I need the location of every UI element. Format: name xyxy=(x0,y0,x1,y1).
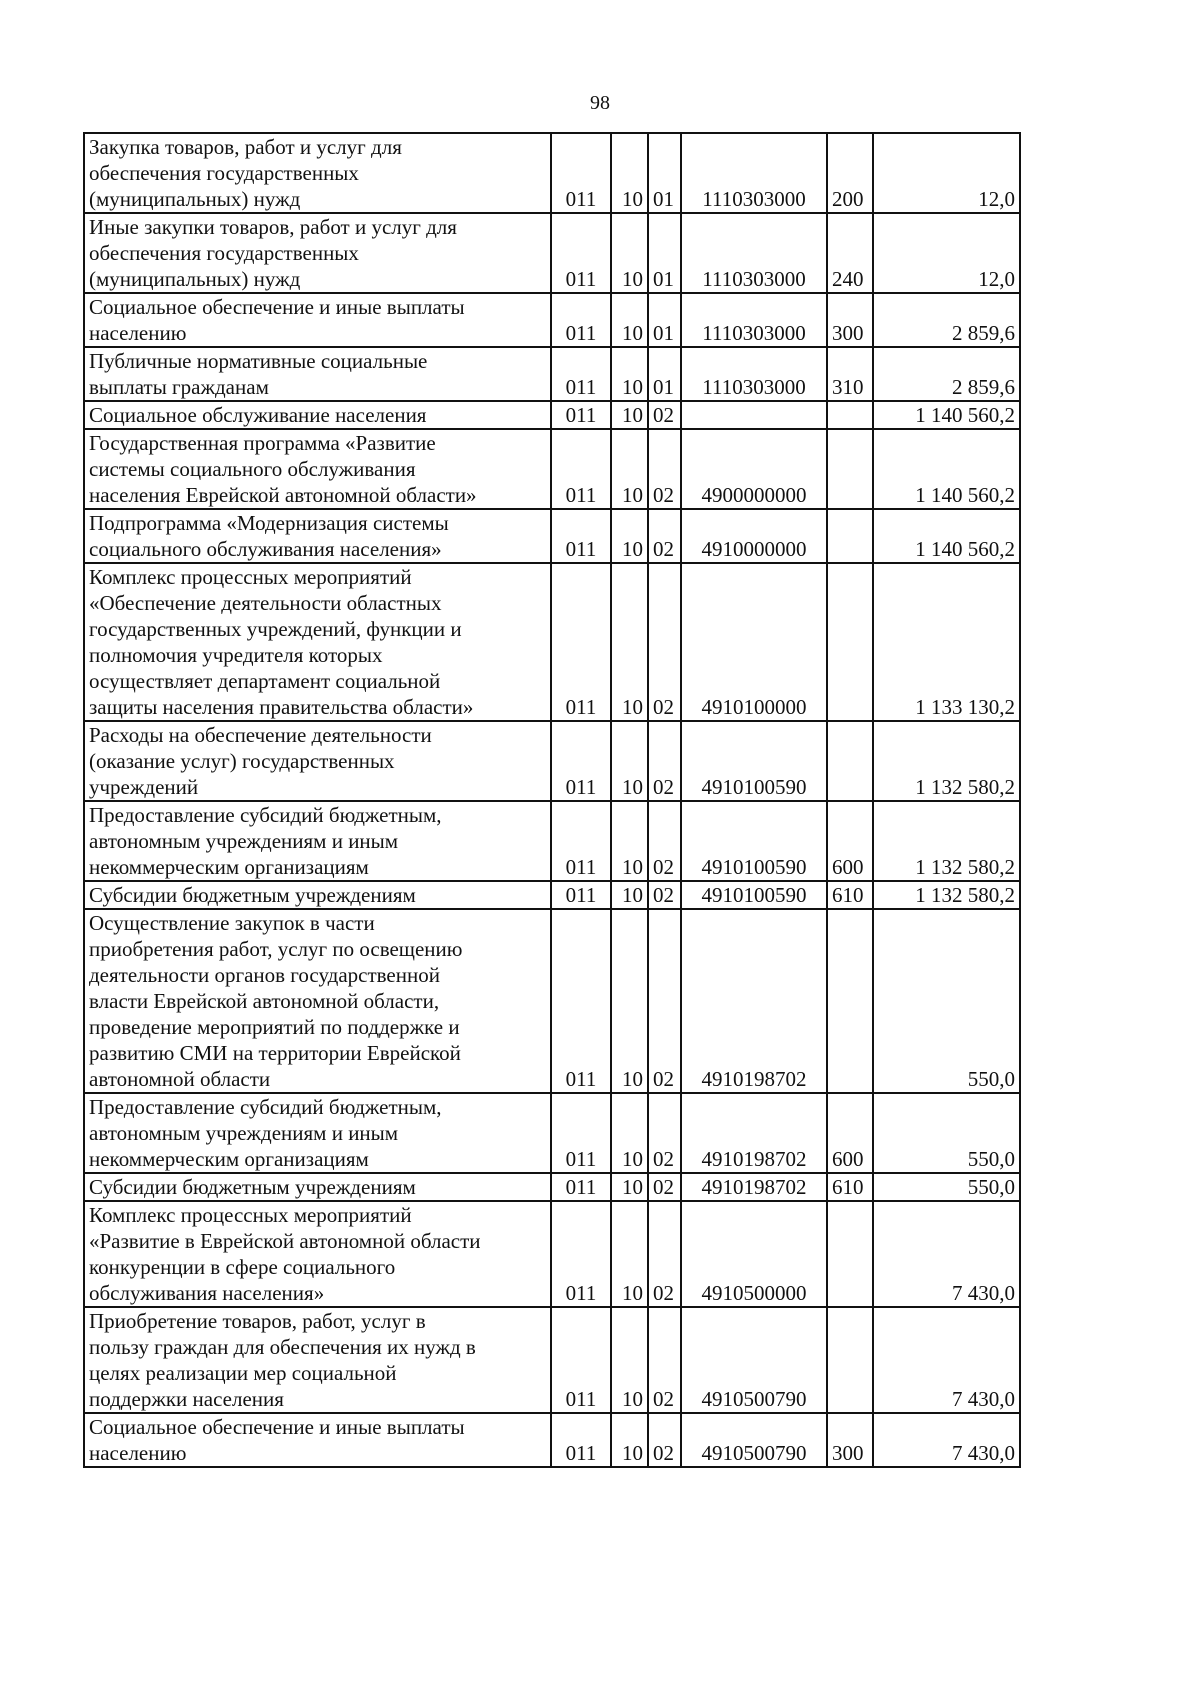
amount-cell: 1 140 560,2 xyxy=(873,429,1020,509)
item-name-cell xyxy=(84,429,551,509)
table-row xyxy=(84,1201,1020,1307)
amount-cell: 7 430,0 xyxy=(873,1201,1020,1307)
item-name-cell xyxy=(84,881,551,909)
target-article-cell xyxy=(681,401,827,429)
item-name-line: Социальное обеспечение и иные выплаты xyxy=(89,295,465,319)
table-row xyxy=(84,721,1020,801)
item-name-line: целях реализации мер социальной xyxy=(89,1361,397,1385)
ministry-code-cell: 011 xyxy=(551,1307,611,1413)
target-article-cell: 1110303000 xyxy=(681,347,827,401)
ministry-code-cell: 011 xyxy=(551,563,611,721)
expense-type-cell xyxy=(827,563,873,721)
expense-type-cell: 240 xyxy=(827,213,873,293)
target-article-cell: 4910198702 xyxy=(681,1093,827,1173)
subsection-code-cell: 02 xyxy=(648,1173,681,1201)
target-article-cell: 4910100590 xyxy=(681,721,827,801)
item-name-line: Осуществление закупок в части xyxy=(89,911,375,935)
expense-type-cell: 600 xyxy=(827,801,873,881)
expense-type-cell xyxy=(827,509,873,563)
section-code-cell: 10 xyxy=(611,401,648,429)
section-code-cell: 10 xyxy=(611,801,648,881)
item-name-line: защиты населения правительства области» xyxy=(89,695,474,719)
target-article-cell: 4910198702 xyxy=(681,1173,827,1201)
item-name-cell xyxy=(84,1093,551,1173)
item-name-line: Подпрограмма «Модернизация системы xyxy=(89,511,449,535)
table-row xyxy=(84,1093,1020,1173)
expense-type-cell xyxy=(827,429,873,509)
item-name-line: некоммерческим организациям xyxy=(89,855,369,879)
item-name-line: Государственная программа «Развитие xyxy=(89,431,436,455)
target-article-cell: 4910198702 xyxy=(681,909,827,1093)
budget-table-body xyxy=(84,133,1020,1467)
subsection-code-cell: 02 xyxy=(648,1093,681,1173)
section-code-cell: 10 xyxy=(611,563,648,721)
item-name-line: «Развитие в Еврейской автономной области xyxy=(89,1229,481,1253)
section-code-cell: 10 xyxy=(611,133,648,213)
target-article-cell: 1110303000 xyxy=(681,213,827,293)
item-name-line: конкуренции в сфере социального xyxy=(89,1255,396,1279)
expense-type-cell xyxy=(827,1307,873,1413)
amount-cell: 1 140 560,2 xyxy=(873,401,1020,429)
ministry-code-cell: 011 xyxy=(551,509,611,563)
amount-cell: 550,0 xyxy=(873,909,1020,1093)
table-row xyxy=(84,347,1020,401)
item-name-line: Иные закупки товаров, работ и услуг для xyxy=(89,215,457,239)
item-name-line: обеспечения государственных xyxy=(89,241,359,265)
item-name-line: Предоставление субсидий бюджетным, xyxy=(89,1095,442,1119)
item-name-cell xyxy=(84,1413,551,1467)
item-name-line: обеспечения государственных xyxy=(89,161,359,185)
item-name-line: населению xyxy=(89,1441,187,1465)
amount-cell: 7 430,0 xyxy=(873,1413,1020,1467)
section-code-cell: 10 xyxy=(611,1173,648,1201)
table-row xyxy=(84,133,1020,213)
amount-cell: 2 859,6 xyxy=(873,293,1020,347)
amount-cell: 1 133 130,2 xyxy=(873,563,1020,721)
item-name-line: государственных учреждений, функции и xyxy=(89,617,462,641)
table-row xyxy=(84,563,1020,721)
subsection-code-cell: 02 xyxy=(648,1307,681,1413)
expense-type-cell xyxy=(827,1201,873,1307)
item-name-line: Комплекс процессных мероприятий xyxy=(89,565,412,589)
item-name-line: приобретения работ, услуг по освещению xyxy=(89,937,463,961)
amount-cell: 12,0 xyxy=(873,133,1020,213)
amount-cell: 1 132 580,2 xyxy=(873,881,1020,909)
item-name-cell xyxy=(84,721,551,801)
item-name-cell xyxy=(84,293,551,347)
amount-cell: 1 132 580,2 xyxy=(873,801,1020,881)
item-name-cell xyxy=(84,133,551,213)
subsection-code-cell: 02 xyxy=(648,909,681,1093)
amount-cell: 550,0 xyxy=(873,1173,1020,1201)
item-name-line: социального обслуживания населения» xyxy=(89,537,442,561)
item-name-line: (муниципальных) нужд xyxy=(89,187,301,211)
table-row xyxy=(84,293,1020,347)
expense-type-cell xyxy=(827,909,873,1093)
target-article-cell: 4910100000 xyxy=(681,563,827,721)
item-name-line: автономным учреждениям и иным xyxy=(89,829,399,853)
item-name-line: власти Еврейской автономной области, xyxy=(89,989,440,1013)
item-name-cell xyxy=(84,1307,551,1413)
ministry-code-cell: 011 xyxy=(551,881,611,909)
amount-cell: 2 859,6 xyxy=(873,347,1020,401)
section-code-cell: 10 xyxy=(611,721,648,801)
item-name-line: поддержки населения xyxy=(89,1387,284,1411)
target-article-cell: 1110303000 xyxy=(681,293,827,347)
budget-table xyxy=(83,132,1021,1468)
ministry-code-cell: 011 xyxy=(551,401,611,429)
item-name-line: осуществляет департамент социальной xyxy=(89,669,441,693)
table-row xyxy=(84,881,1020,909)
expense-type-cell: 300 xyxy=(827,1413,873,1467)
ministry-code-cell: 011 xyxy=(551,133,611,213)
target-article-cell: 1110303000 xyxy=(681,133,827,213)
item-name-line: Расходы на обеспечение деятельности xyxy=(89,723,432,747)
expense-type-cell: 610 xyxy=(827,881,873,909)
item-name-line: автономным учреждениям и иным xyxy=(89,1121,399,1145)
amount-cell: 1 140 560,2 xyxy=(873,509,1020,563)
item-name-line: населения Еврейской автономной области» xyxy=(89,483,477,507)
subsection-code-cell: 02 xyxy=(648,429,681,509)
item-name-cell xyxy=(84,509,551,563)
subsection-code-cell: 02 xyxy=(648,563,681,721)
section-code-cell: 10 xyxy=(611,347,648,401)
ministry-code-cell: 011 xyxy=(551,909,611,1093)
item-name-line: Субсидии бюджетным учреждениям xyxy=(89,1175,416,1199)
item-name-cell xyxy=(84,213,551,293)
item-name-line: населению xyxy=(89,321,187,345)
table-row xyxy=(84,801,1020,881)
item-name-line: (муниципальных) нужд xyxy=(89,267,301,291)
ministry-code-cell: 011 xyxy=(551,213,611,293)
table-row xyxy=(84,429,1020,509)
ministry-code-cell: 011 xyxy=(551,1173,611,1201)
section-code-cell: 10 xyxy=(611,429,648,509)
item-name-cell xyxy=(84,1201,551,1307)
item-name-line: Комплекс процессных мероприятий xyxy=(89,1203,412,1227)
item-name-line: Социальное обслуживание населения xyxy=(89,403,427,427)
expense-type-cell: 300 xyxy=(827,293,873,347)
item-name-line: выплаты гражданам xyxy=(89,375,269,399)
item-name-line: автономной области xyxy=(89,1067,271,1091)
expense-type-cell: 610 xyxy=(827,1173,873,1201)
table-row xyxy=(84,1307,1020,1413)
item-name-line: (оказание услуг) государственных xyxy=(89,749,395,773)
table-row xyxy=(84,909,1020,1093)
item-name-line: Публичные нормативные социальные xyxy=(89,349,428,373)
page-number: 98 xyxy=(590,92,610,114)
ministry-code-cell: 011 xyxy=(551,1413,611,1467)
section-code-cell: 10 xyxy=(611,293,648,347)
item-name-line: «Обеспечение деятельности областных xyxy=(89,591,442,615)
item-name-cell xyxy=(84,1173,551,1201)
ministry-code-cell: 011 xyxy=(551,429,611,509)
target-article-cell: 4900000000 xyxy=(681,429,827,509)
section-code-cell: 10 xyxy=(611,881,648,909)
table-row xyxy=(84,1413,1020,1467)
ministry-code-cell: 011 xyxy=(551,1201,611,1307)
item-name-line: деятельности органов государственной xyxy=(89,963,440,987)
target-article-cell: 4910100590 xyxy=(681,881,827,909)
item-name-cell xyxy=(84,401,551,429)
item-name-line: Приобретение товаров, работ, услуг в xyxy=(89,1309,426,1333)
section-code-cell: 10 xyxy=(611,1413,648,1467)
ministry-code-cell: 011 xyxy=(551,1093,611,1173)
item-name-cell xyxy=(84,801,551,881)
expense-type-cell: 600 xyxy=(827,1093,873,1173)
target-article-cell: 4910100590 xyxy=(681,801,827,881)
item-name-line: учреждений xyxy=(89,775,199,799)
item-name-line: развитию СМИ на территории Еврейской xyxy=(89,1041,461,1065)
item-name-cell xyxy=(84,563,551,721)
subsection-code-cell: 01 xyxy=(648,293,681,347)
section-code-cell: 10 xyxy=(611,909,648,1093)
ministry-code-cell: 011 xyxy=(551,347,611,401)
subsection-code-cell: 02 xyxy=(648,1201,681,1307)
table-row xyxy=(84,509,1020,563)
section-code-cell: 10 xyxy=(611,1201,648,1307)
item-name-line: Субсидии бюджетным учреждениям xyxy=(89,883,416,907)
subsection-code-cell: 02 xyxy=(648,801,681,881)
subsection-code-cell: 01 xyxy=(648,213,681,293)
item-name-line: системы социального обслуживания xyxy=(89,457,416,481)
subsection-code-cell: 02 xyxy=(648,881,681,909)
ministry-code-cell: 011 xyxy=(551,801,611,881)
expense-type-cell: 200 xyxy=(827,133,873,213)
item-name-line: проведение мероприятий по поддержке и xyxy=(89,1015,460,1039)
target-article-cell: 4910500790 xyxy=(681,1413,827,1467)
item-name-cell xyxy=(84,909,551,1093)
table-row xyxy=(84,1173,1020,1201)
subsection-code-cell: 02 xyxy=(648,401,681,429)
item-name-line: Закупка товаров, работ и услуг для xyxy=(89,135,402,159)
item-name-line: обслуживания населения» xyxy=(89,1281,325,1305)
item-name-line: пользу граждан для обеспечения их нужд в xyxy=(89,1335,476,1359)
table-row xyxy=(84,213,1020,293)
ministry-code-cell: 011 xyxy=(551,293,611,347)
section-code-cell: 10 xyxy=(611,1307,648,1413)
amount-cell: 1 132 580,2 xyxy=(873,721,1020,801)
item-name-line: Предоставление субсидий бюджетным, xyxy=(89,803,442,827)
amount-cell: 12,0 xyxy=(873,213,1020,293)
target-article-cell: 4910500000 xyxy=(681,1201,827,1307)
expense-type-cell xyxy=(827,401,873,429)
section-code-cell: 10 xyxy=(611,1093,648,1173)
expense-type-cell xyxy=(827,721,873,801)
subsection-code-cell: 02 xyxy=(648,509,681,563)
item-name-line: некоммерческим организациям xyxy=(89,1147,369,1171)
item-name-cell xyxy=(84,347,551,401)
item-name-line: Социальное обеспечение и иные выплаты xyxy=(89,1415,465,1439)
subsection-code-cell: 02 xyxy=(648,1413,681,1467)
subsection-code-cell: 02 xyxy=(648,721,681,801)
expense-type-cell: 310 xyxy=(827,347,873,401)
section-code-cell: 10 xyxy=(611,213,648,293)
amount-cell: 7 430,0 xyxy=(873,1307,1020,1413)
subsection-code-cell: 01 xyxy=(648,347,681,401)
target-article-cell: 4910000000 xyxy=(681,509,827,563)
amount-cell: 550,0 xyxy=(873,1093,1020,1173)
target-article-cell: 4910500790 xyxy=(681,1307,827,1413)
section-code-cell: 10 xyxy=(611,509,648,563)
item-name-line: полномочия учредителя которых xyxy=(89,643,383,667)
table-row xyxy=(84,401,1020,429)
subsection-code-cell: 01 xyxy=(648,133,681,213)
ministry-code-cell: 011 xyxy=(551,721,611,801)
